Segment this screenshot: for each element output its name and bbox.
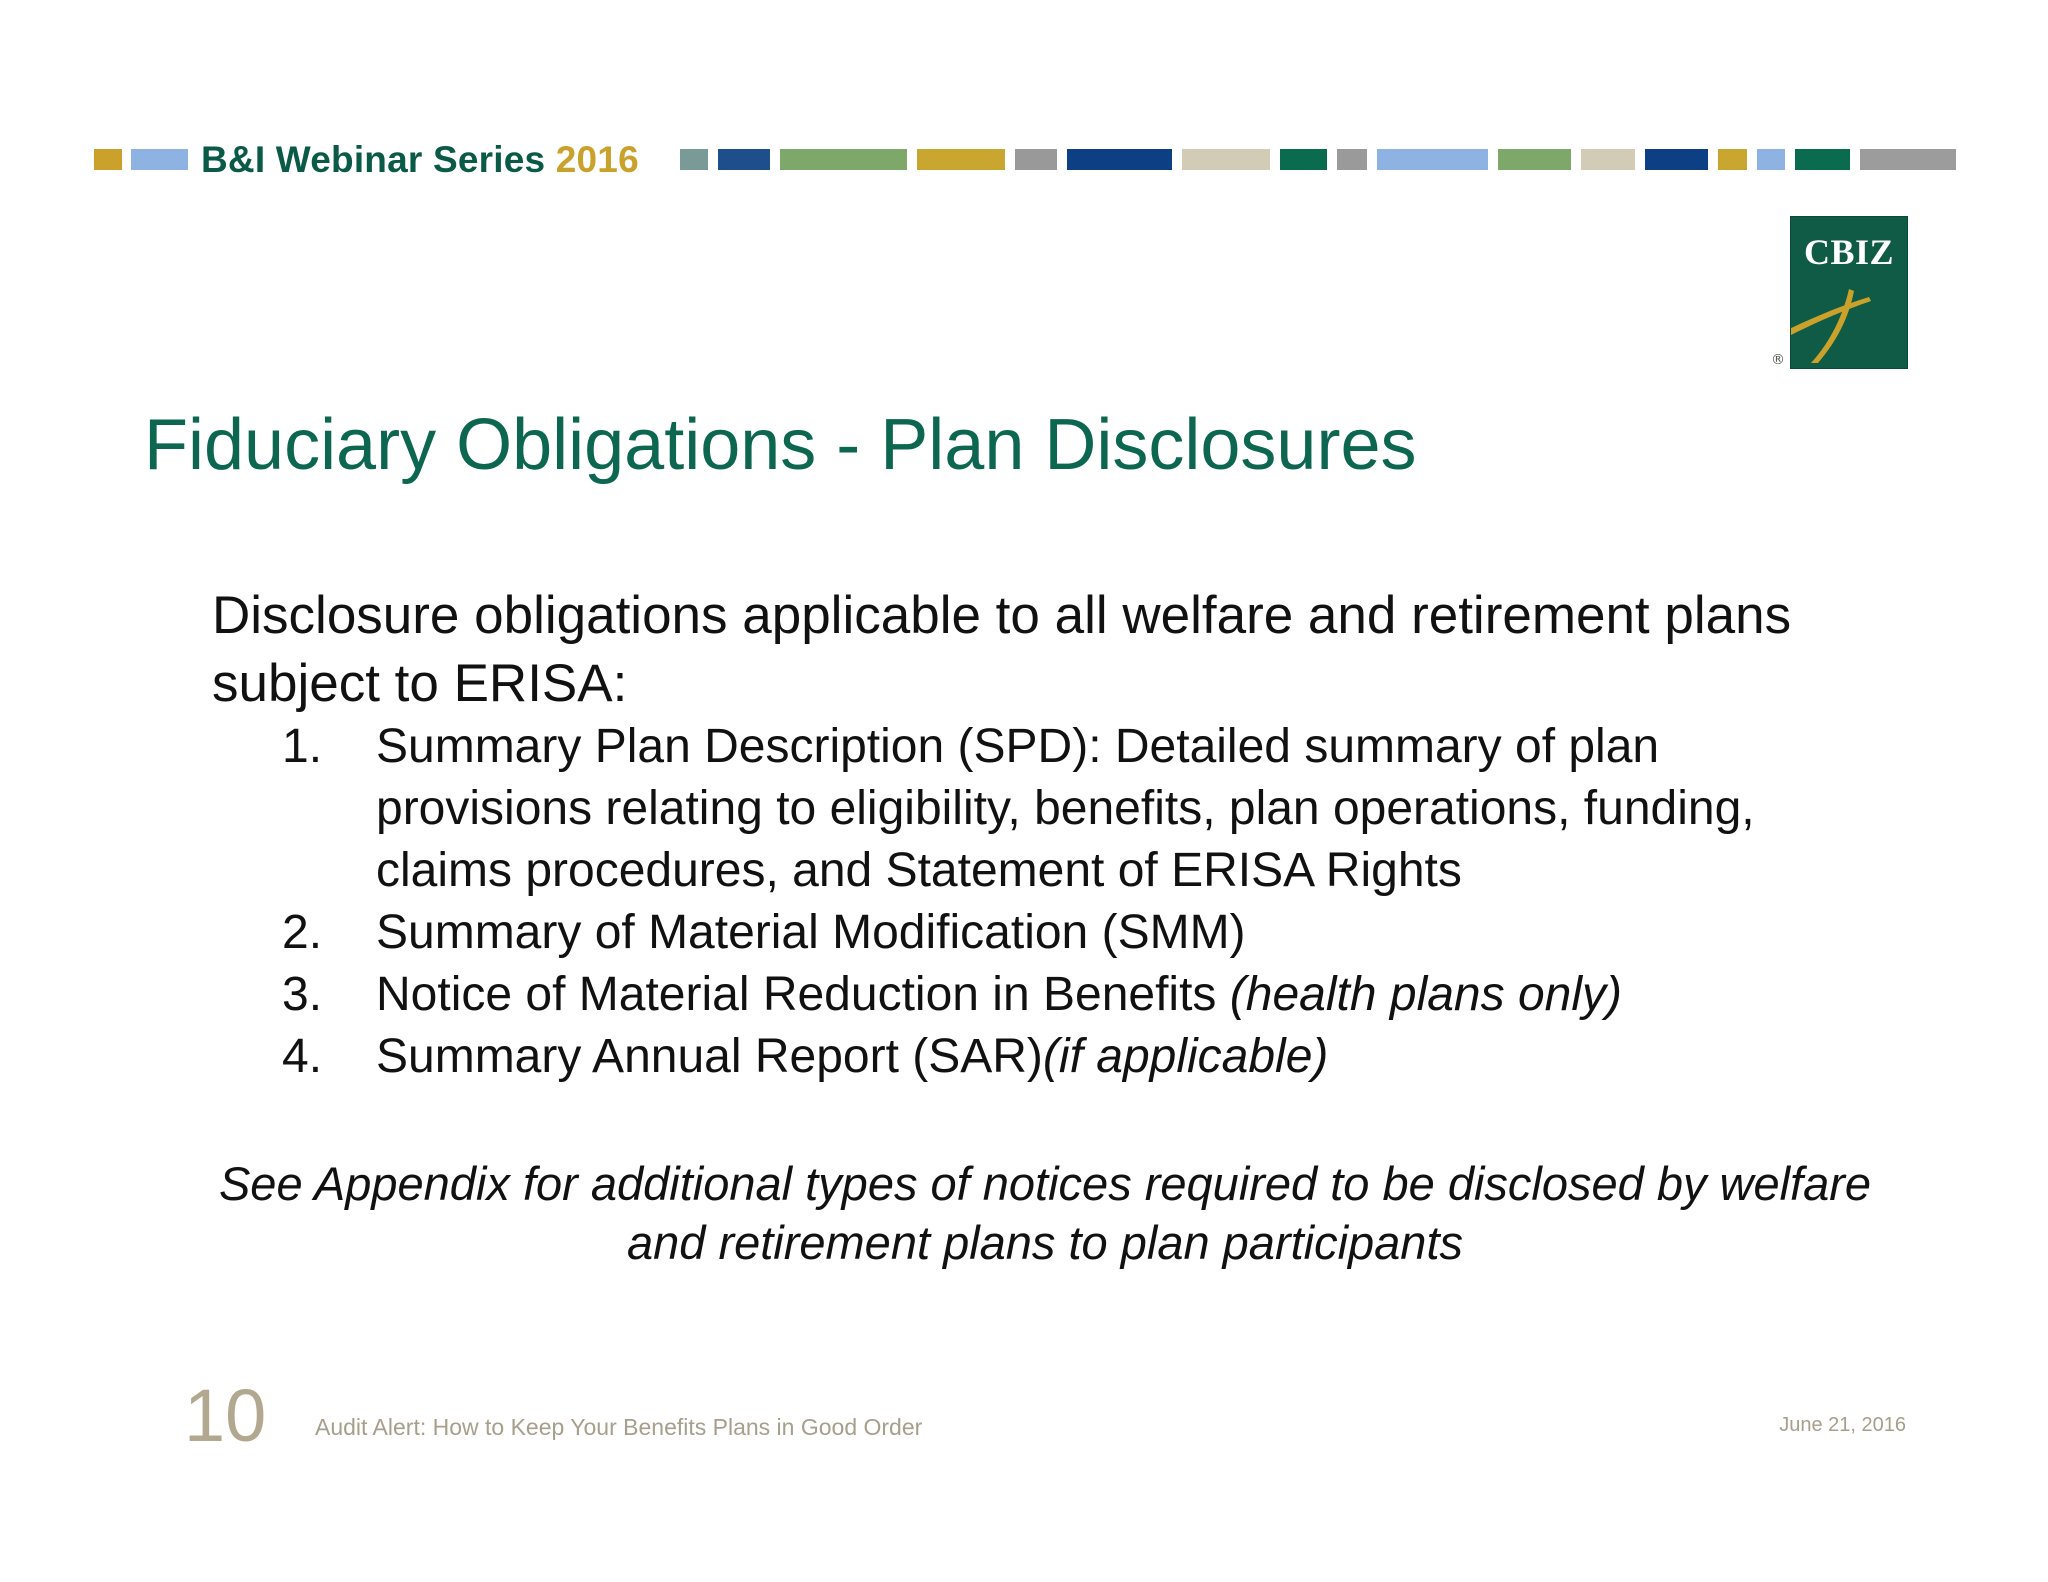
list-item-number: 4. — [282, 1030, 323, 1083]
list-item-label: Summary of Material Modification (SMM) — [376, 906, 1246, 959]
header-strip — [0, 140, 2048, 180]
list-item-qualifier: (if applicable) — [1042, 1030, 1329, 1083]
strip-bar — [1718, 149, 1747, 170]
strip-bar — [1337, 149, 1367, 170]
strip-bar — [1280, 149, 1327, 170]
list-item-text — [376, 1030, 1328, 1083]
strip-bar — [780, 149, 907, 170]
strip-bar — [1015, 149, 1057, 170]
strip-bar — [1182, 149, 1270, 170]
list-item-label: Summary Annual Report (SAR) — [376, 1030, 1043, 1083]
page-number: 10 — [184, 1374, 267, 1457]
strip-bar — [1795, 149, 1850, 170]
strip-bar — [1757, 149, 1785, 170]
series-title — [201, 140, 639, 180]
appendix-note: See Appendix for additional types of notices required to be disclosed by welfare and retirement plans to plan participants — [218, 1157, 1872, 1269]
list-item-text — [376, 968, 1622, 1021]
series-title-text: B&I Webinar Series — [201, 139, 546, 180]
strip-bar — [1581, 149, 1635, 170]
list-item-label: Summary Plan Description (SPD): Detailed summary of plan provisions relating to eligibility, benefits, plan operations, funding, claims procedures, and Statement of ERISA Rights — [376, 720, 1755, 897]
registered-mark: ® — [1771, 352, 1785, 368]
footer-date: June 21, 2016 — [1779, 1414, 1906, 1436]
strip-bar — [917, 149, 1005, 170]
list-item-number: 2. — [282, 906, 323, 959]
list-item — [282, 716, 1842, 902]
strip-bar — [1377, 149, 1488, 170]
list-item — [282, 1026, 1842, 1088]
strip-bar — [131, 149, 188, 170]
footer-presentation-title: Audit Alert: How to Keep Your Benefits Plans in Good Order — [315, 1414, 923, 1440]
slide-title: Fiduciary Obligations - Plan Disclosures — [144, 405, 1417, 485]
series-year: 2016 — [555, 139, 639, 180]
list-item — [282, 964, 1842, 1026]
strip-bar — [718, 149, 770, 170]
list-item-qualifier: (health plans only) — [1229, 968, 1622, 1021]
cbiz-logo — [1790, 216, 1908, 369]
strip-bar — [680, 149, 708, 170]
strip-bar — [94, 149, 122, 170]
list-item-number: 1. — [282, 720, 323, 773]
list-item-label: Notice of Material Reduction in Benefits — [376, 968, 1230, 1021]
strip-bar — [1860, 149, 1956, 170]
list-item — [282, 902, 1842, 964]
list-item-text — [376, 906, 1246, 959]
disclosure-list — [282, 716, 1842, 1088]
list-item-text — [376, 720, 1755, 897]
strip-bar — [1645, 149, 1708, 170]
list-item-number: 3. — [282, 968, 323, 1021]
strip-bar — [1498, 149, 1571, 170]
strip-bar — [1067, 149, 1172, 170]
logo-text: CBIZ — [1803, 232, 1895, 272]
intro-text: Disclosure obligations applicable to all welfare and retirement plans subject to ERISA: — [212, 586, 1792, 713]
